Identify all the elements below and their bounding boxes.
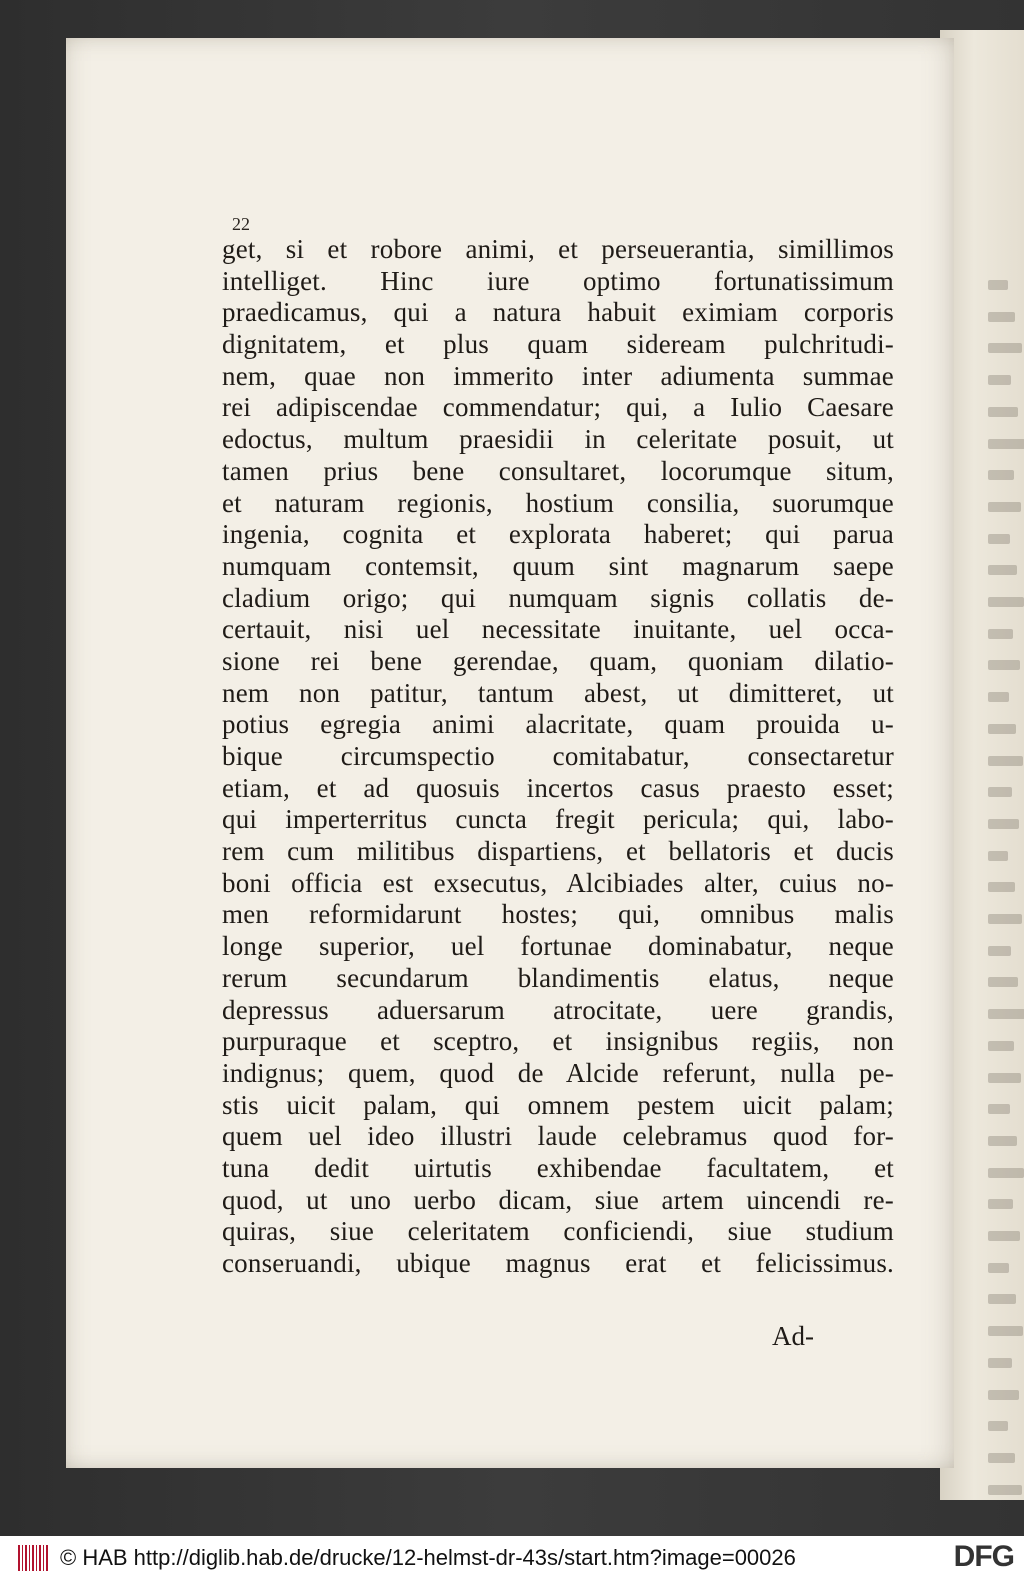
text-line: edoctus, multum praesidii in celeritate posuit, ut xyxy=(222,424,894,455)
bleed-through-mark xyxy=(988,692,1009,702)
text-line: et naturam regionis, hostium consilia, suorumque xyxy=(222,487,894,518)
bleed-through-mark xyxy=(988,407,1018,417)
bleed-through-mark xyxy=(988,280,1008,290)
body-text xyxy=(222,234,894,1280)
bleed-through-mark xyxy=(988,534,1010,544)
bleed-through-mark xyxy=(988,1294,1016,1304)
bleed-through-mark xyxy=(988,565,1017,575)
text-line: nem non patitur, tantum abest, ut dimitteret, ut xyxy=(222,677,894,708)
bleed-through-mark xyxy=(988,724,1016,734)
bleed-through-mark xyxy=(988,1009,1024,1019)
bleed-through-mark xyxy=(988,1421,1008,1431)
text-line: intelliget. Hinc iure optimo fortunatissimum xyxy=(222,265,894,296)
book-page xyxy=(66,38,954,1468)
text-line: certauit, nisi uel necessitate inuitante, uel occa- xyxy=(222,614,894,645)
page-number: 22 xyxy=(232,214,250,234)
hab-logo-icon xyxy=(18,1545,48,1571)
text-line: etiam, et ad quosuis incertos casus praesto esset; xyxy=(222,772,894,803)
text-line: quod, ut uno uerbo dicam, siue artem uincendi re- xyxy=(222,1184,894,1215)
bleed-through-mark xyxy=(988,1390,1019,1400)
text-line: longe superior, uel fortunae dominabatur, neque xyxy=(222,931,894,962)
text-line: potius egregia animi alacritate, quam prouida u- xyxy=(222,709,894,740)
bleed-through-mark xyxy=(988,1231,1020,1241)
bleed-through-mark xyxy=(988,756,1023,766)
bleed-through-mark xyxy=(988,1358,1012,1368)
text-line: purpuraque et sceptro, et insignibus regiis, non xyxy=(222,1026,894,1057)
text-line: quiras, siue celeritatem conficiendi, siue studium xyxy=(222,1216,894,1247)
bleed-through-mark xyxy=(988,1485,1022,1495)
bleed-through-mark xyxy=(988,882,1015,892)
text-line: depressus aduersarum atrocitate, uere grandis, xyxy=(222,994,894,1025)
text-line: nem, quae non immerito inter adiumenta summae xyxy=(222,360,894,391)
text-line: bique circumspectio comitabatur, consectaretur xyxy=(222,741,894,771)
text-line: sione rei bene gerendae, quam, quoniam dilatio- xyxy=(222,645,894,676)
bleed-through-mark xyxy=(988,343,1022,353)
text-line: numquam contemsit, quum sint magnarum saepe xyxy=(222,550,894,581)
text-line: indignus; quem, quod de Alcide referunt, nulla pe- xyxy=(222,1057,894,1088)
bleed-through-mark xyxy=(988,977,1018,987)
bleed-through-mark xyxy=(988,914,1022,924)
bleed-through-mark xyxy=(988,1136,1017,1146)
bleed-through-mark xyxy=(988,1199,1013,1209)
text-line: rerum secundarum blandimentis elatus, neque xyxy=(222,962,894,993)
text-line: rei adipiscendae commendatur; qui, a Iulio Caesare xyxy=(222,392,894,423)
text-line: get, si et robore animi, et perseuerantia, simillimos xyxy=(222,234,894,264)
text-line: praedicamus, qui a natura habuit eximiam corporis xyxy=(222,297,894,328)
text-line: conseruandi, ubique magnus erat et felicissimus. xyxy=(222,1248,894,1278)
bleed-through-mark xyxy=(988,1073,1021,1083)
bleed-through-mark xyxy=(988,439,1024,449)
catchword: Ad- xyxy=(772,1321,814,1351)
bleed-through-mark xyxy=(988,1326,1023,1336)
bleed-through-mark xyxy=(988,1041,1014,1051)
bleed-through-mark xyxy=(988,660,1020,670)
text-line: tuna dedit uirtutis exhibendae facultatem, et xyxy=(222,1152,894,1183)
text-line: men reformidarunt hostes; qui, omnibus malis xyxy=(222,899,894,930)
text-line: boni officia est exsecutus, Alcibiades alter, cuius no- xyxy=(222,867,894,898)
bleed-through-mark xyxy=(988,629,1013,639)
text-line: ingenia, cognita et explorata haberet; qui parua xyxy=(222,519,894,550)
bleed-through-mark xyxy=(988,312,1015,322)
bleed-through-mark xyxy=(988,1453,1015,1463)
text-line: qui imperterritus cuncta fregit pericula; qui, labo- xyxy=(222,804,894,835)
bleed-through-mark xyxy=(988,946,1011,956)
bleed-through-mark xyxy=(988,597,1024,607)
bleed-through-mark xyxy=(988,851,1008,861)
bleed-through-mark xyxy=(988,1104,1010,1114)
bleed-through-mark xyxy=(988,375,1011,385)
text-line: cladium origo; qui numquam signis collatis de- xyxy=(222,582,894,613)
bleed-through-mark xyxy=(988,819,1019,829)
bleed-through-mark xyxy=(988,1168,1024,1178)
text-line: quem uel ideo illustri laude celebramus quod for- xyxy=(222,1121,894,1152)
footer-bar xyxy=(0,1536,1024,1579)
bleed-through-mark xyxy=(988,470,1014,480)
bleed-through-mark xyxy=(988,1263,1009,1273)
text-line: stis uicit palam, qui omnem pestem uicit palam; xyxy=(222,1089,894,1120)
text-line: rem cum militibus dispartiens, et bellatoris et ducis xyxy=(222,836,894,867)
bleed-through-mark xyxy=(988,787,1012,797)
credit-link[interactable]: © HAB http://diglib.hab.de/drucke/12-helmst-dr-43s/start.htm?image=00026 xyxy=(60,1544,796,1570)
text-line: dignitatem, et plus quam sideream pulchritudi- xyxy=(222,329,894,360)
bleed-through-mark xyxy=(988,502,1021,512)
dfg-logo: DFG xyxy=(953,1540,1014,1573)
text-line: tamen prius bene consultaret, locorumque situm, xyxy=(222,455,894,486)
